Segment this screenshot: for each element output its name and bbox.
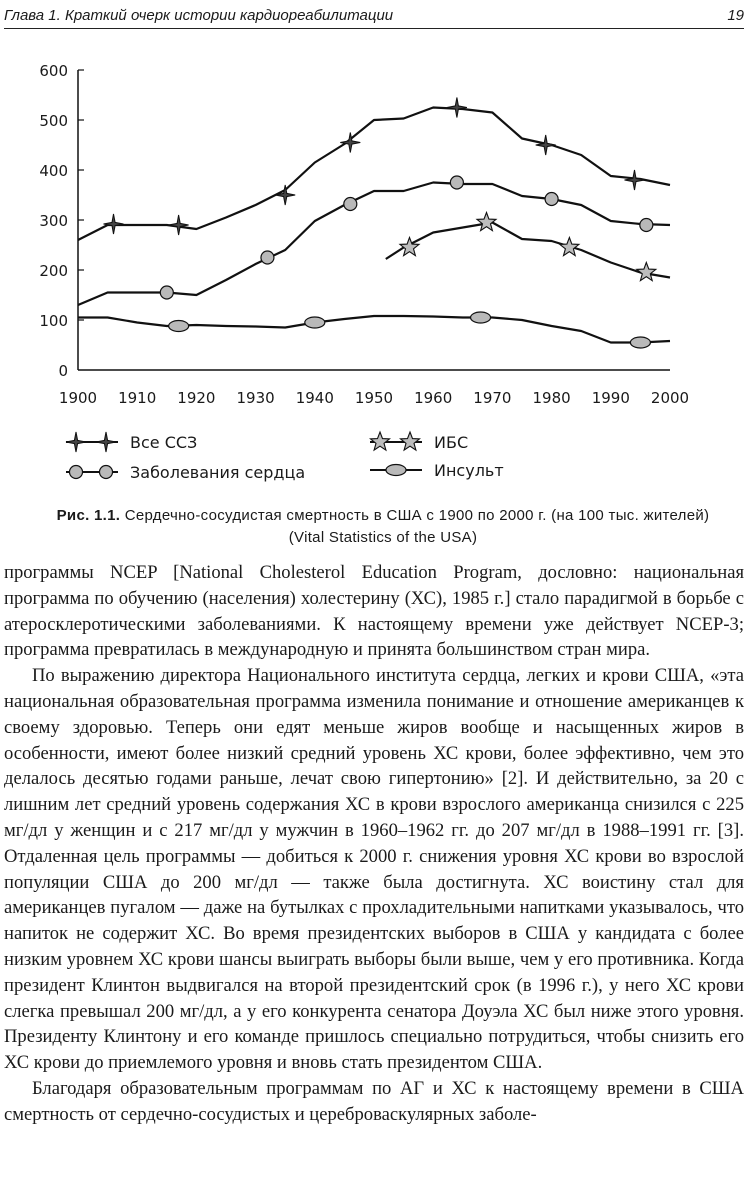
figure-caption-label: Рис. 1.1. [56,507,121,524]
x-tick-label: 1960 [414,389,453,407]
series-line [78,108,670,241]
data-point-ellipse [305,317,325,328]
data-point-ellipse [386,465,406,476]
paragraph: программы NCEP [National Cholesterol Education Program, дословно: национальная программа по обучению (населения) холестерину (ХС), 1985 г.] стало парадигмой в борьбе с атеросклеротическими заболеваниями. К настоящему времени уже действует NCEP-3; программа превратилась в международную и принята большинством стран мира. [4,562,744,661]
data-point-ellipse [471,312,491,323]
data-point-circle [70,466,83,479]
y-tick-label: 600 [39,62,68,80]
x-tick-label: 1950 [354,389,394,407]
x-tick-label: 1980 [532,389,571,407]
y-tick-label: 300 [39,212,68,230]
running-header [4,2,744,29]
legend-label: Инсульт [434,461,504,480]
x-tick-label: 1900 [58,389,98,407]
data-point-star [560,238,579,256]
data-point-circle [545,193,558,206]
data-point-star [477,213,496,231]
chapter-title: Глава 1. Краткий очерк истории кардиореабилитации [4,6,394,24]
body-text [4,560,744,1128]
x-tick-label: 1970 [473,389,512,407]
data-point-cross-star [169,215,189,235]
data-point-cross-star [104,214,124,234]
paragraph: По выражению директора Национального института сердца, легких и крови США, «эта национальная образовательная программа изменила понимание и отношение американцев к своему здоровью. Теперь они едят меньше жиров вообще и насыщенных жиров в особенности, имеют более низкий средний уровень ХС крови, более эффективно, чем это делалось десятью годами раньше, лечат свою гипертонию» [2]. И действительно, за 20 с лишним лет средний уровень содержания ХС в крови взрослого американца снизился с 225 мг/дл у женщин и с 217 мг/дл у мужчин в 1960–1962 гг. до 207 мг/дл в 1988–1991 гг. [3]. Отдаленная цель программы — добиться к 2000 г. снижения уровня ХС крови во взрослой популяции США до 200 мг/дл — также была достигнута. ХС воистину стал для американцев пугалом — даже на бутылках с прохладительными напитками указывалось, что напиток не содержит ХС. Во время президентских выборов в США у кандидата с более низким уровнем ХС крови шансы выиграть выборы были выше, чем у его противника. Когда президент Клинтон выдвигался на второй президентский срок (в 1996 г.), у него ХС крови слегка превышал 200 мг/дл, а у его конкурента сенатора Доуэла ХС был ниже этого уровня. Президенту Клинтону и его команде пришлось специально потрудиться, чтобы снизить его ХС крови до приемлемого уровня и вновь стать президентом США. [4,665,744,1074]
data-point-circle [450,176,463,189]
data-point-star [637,263,656,281]
y-tick-label: 200 [39,262,68,280]
x-tick-label: 1930 [236,389,275,407]
data-point-circle [160,286,173,299]
cvd-mortality-chart [0,40,748,500]
data-point-cross-star [625,170,645,190]
data-point-star [371,432,390,450]
x-tick-label: 1940 [295,389,334,407]
legend-label: Все ССЗ [130,433,198,452]
x-tick-label: 1990 [591,389,630,407]
chart-series [78,98,670,349]
series-line [386,223,670,278]
x-tick-label: 1920 [177,389,216,407]
data-point-circle [261,251,274,264]
paragraph: Благодаря образовательным программам по АГ и ХС к настоящему времени в США смертность от сердечно-сосудистых и цереброваскулярных заболе- [4,1077,744,1125]
page-number: 19 [727,6,744,24]
figure-caption [20,505,746,549]
data-point-circle [100,466,113,479]
data-point-cross-star [340,133,360,153]
y-tick-label: 0 [58,362,68,380]
data-point-cross-star [536,135,556,155]
data-point-cross-star [275,185,295,205]
series-line [78,316,670,343]
data-point-cross-star [447,98,467,118]
data-point-ellipse [169,321,189,332]
x-tick-label: 2000 [650,389,690,407]
data-point-circle [344,198,357,211]
x-tick-label: 1910 [118,389,157,407]
data-point-cross-star [66,432,86,452]
figure-caption-source: (Vital Statistics of the USA) [288,529,478,546]
y-tick-label: 400 [39,162,68,180]
data-point-circle [640,219,653,232]
data-point-ellipse [630,337,650,348]
y-tick-label: 500 [39,112,68,130]
chart-axes [39,62,689,407]
legend-label: Заболевания сердца [130,463,306,482]
y-tick-label: 100 [39,312,68,330]
chart-legend [66,432,504,482]
legend-label: ИБС [434,433,469,452]
figure-caption-text: Сердечно-сосудистая смертность в США с 1900 по 2000 г. (на 100 тыс. жителей) [120,507,710,524]
data-point-cross-star [96,432,116,452]
data-point-star [401,432,420,450]
